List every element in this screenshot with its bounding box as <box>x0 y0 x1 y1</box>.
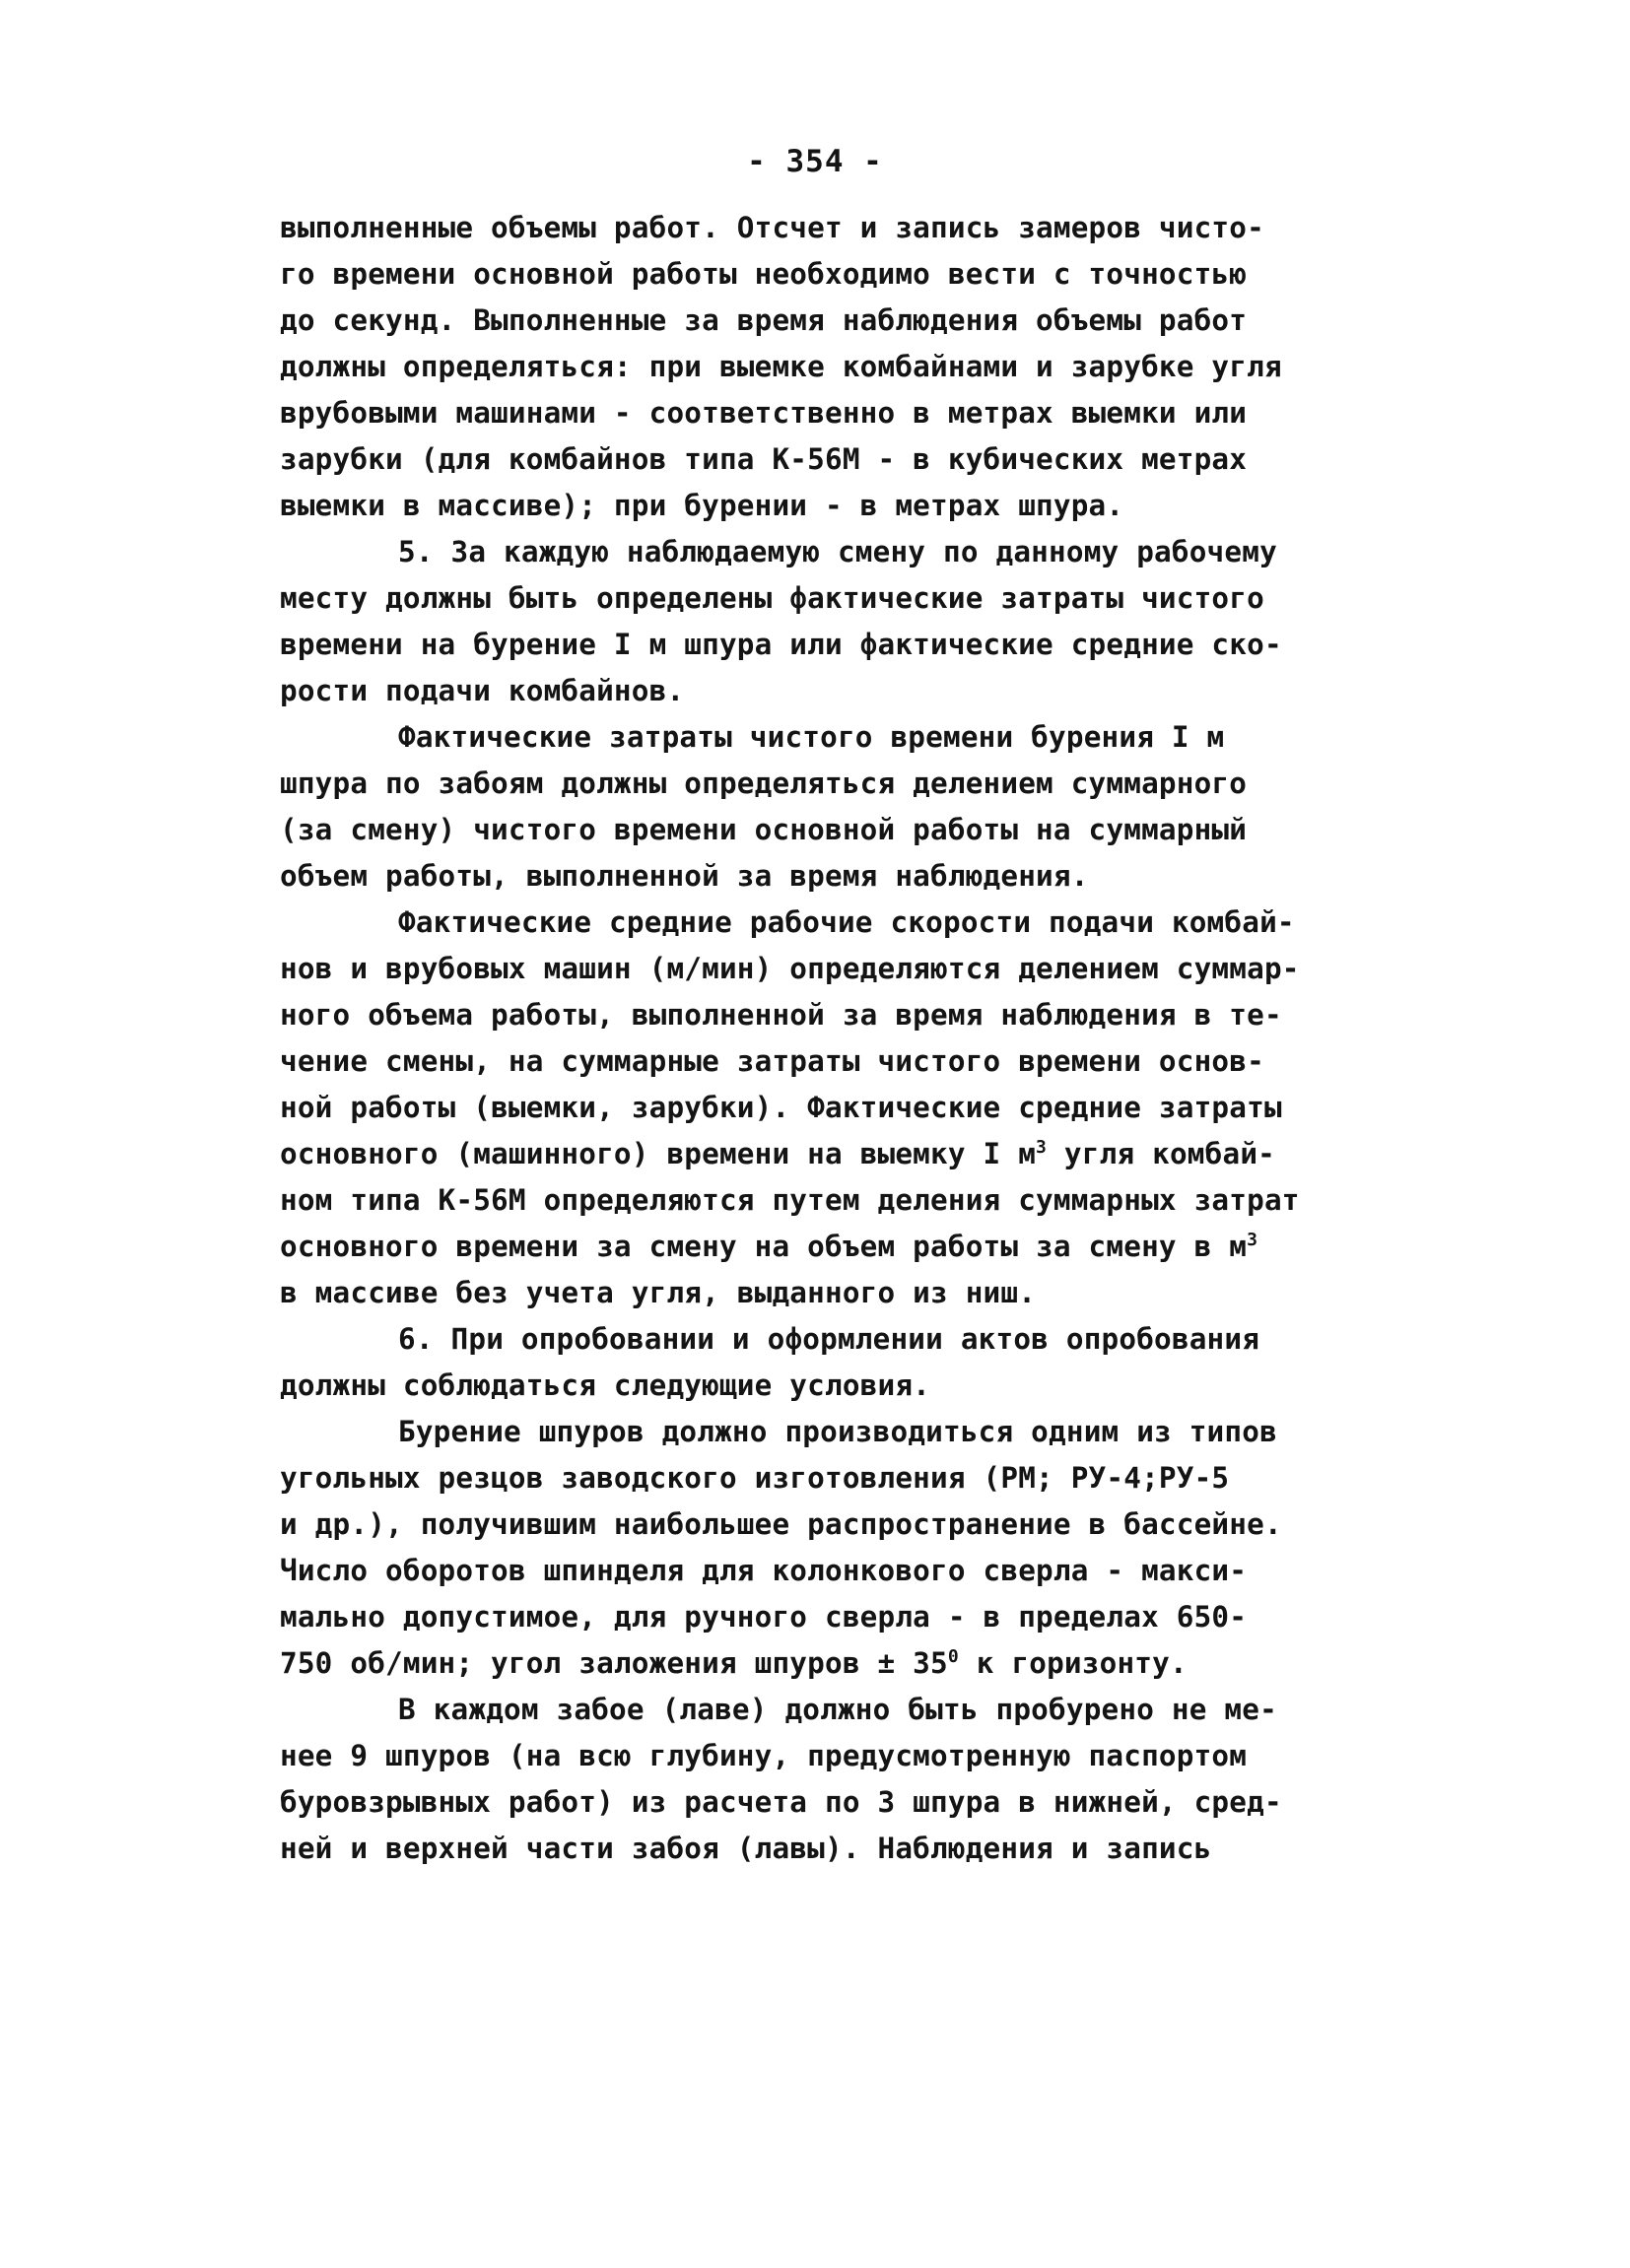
text-line: ней и верхней части забоя (лавы). Наблюдения и запись <box>280 1832 1212 1865</box>
text-line: мально допустимое, для ручного сверла - в пределах 650- <box>280 1600 1248 1634</box>
text-line: зарубки (для комбайнов типа К-56М - в кубических метрах <box>280 442 1248 476</box>
document-body <box>280 205 1423 1872</box>
text-line: Число оборотов шпинделя для колонкового сверла - макси- <box>280 1554 1248 1587</box>
text-line: ного объема работы, выполненной за время наблюдения в те- <box>280 998 1282 1032</box>
text-fragment: к горизонту. <box>958 1646 1188 1680</box>
superscript-cube: 3 <box>1036 1137 1048 1159</box>
text-line: врубовыми машинами - соответственно в метрах выемки или <box>280 396 1248 430</box>
text-line-with-superscript <box>280 1640 1423 1687</box>
text-line: должны определяться: при выемке комбайнами и зарубке угля <box>280 350 1282 383</box>
paragraph-start-line: 6. При опробовании и оформлении актов опробования <box>398 1322 1260 1356</box>
text-fragment: основного (машинного) времени на выемку I м <box>280 1137 1037 1170</box>
text-fragment: основного времени за смену на объем работы за смену в м <box>280 1230 1248 1263</box>
text-line: го времени основной работы необходимо вести с точностью <box>280 257 1248 291</box>
text-line: объем работы, выполненной за время наблюдения. <box>280 859 1089 893</box>
text-line: шпура по забоям должны определяться делением суммарного <box>280 767 1248 800</box>
text-line: в массиве без учета угля, выданного из ниш. <box>280 1276 1037 1309</box>
superscript-cube: 3 <box>1247 1230 1258 1251</box>
text-line: нее 9 шпуров (на всю глубину, предусмотренную паспортом <box>280 1739 1248 1772</box>
paragraph-start-line: Бурение шпуров должно производиться одним из типов <box>398 1415 1277 1448</box>
text-line: месту должны быть определены фактические затраты чистого <box>280 581 1264 615</box>
paragraph-start-line: Фактические затраты чистого времени бурения I м <box>398 720 1225 754</box>
text-fragment: угля комбай- <box>1047 1137 1275 1170</box>
text-line: (за смену) чистого времени основной работы на суммарный <box>280 813 1248 846</box>
text-line: и др.), получившим наибольшее распространение в бассейне. <box>280 1507 1282 1541</box>
text-line: нов и врубовых машин (м/мин) определяются делением суммар- <box>280 952 1300 985</box>
text-line: рости подачи комбайнов. <box>280 674 685 707</box>
text-line-with-superscript <box>280 1224 1423 1270</box>
text-line: ном типа К-56М определяются путем деления суммарных затрат <box>280 1183 1300 1217</box>
text-fragment: 750 об/мин; угол заложения шпуров ± 35 <box>280 1646 948 1680</box>
text-line: времени на бурение I м шпура или фактические средние ско- <box>280 628 1282 661</box>
paragraph-start-line: Фактические средние рабочие скорости подачи комбай- <box>398 905 1295 939</box>
text-line: до секунд. Выполненные за время наблюдения объемы работ <box>280 303 1248 337</box>
text-line: должны соблюдаться следующие условия. <box>280 1368 931 1402</box>
text-line: ной работы (выемки, зарубки). Фактические средние затраты <box>280 1091 1282 1124</box>
page-number: - 354 - <box>747 144 883 179</box>
text-line: чение смены, на суммарные затраты чистого времени основ- <box>280 1044 1264 1078</box>
paragraph-start-line: 5. За каждую наблюдаемую смену по данному рабочему <box>398 535 1277 568</box>
text-line: выемки в массиве); при бурении - в метрах шпура. <box>280 489 1124 522</box>
superscript-degree: 0 <box>947 1646 959 1668</box>
paragraph-start-line: В каждом забое (лаве) должно быть пробурено не ме- <box>398 1693 1277 1726</box>
text-line: буровзрывных работ) из расчета по 3 шпура в нижней, сред- <box>280 1785 1282 1819</box>
text-line: выполненные объемы работ. Отсчет и запись замеров чисто- <box>280 211 1264 244</box>
text-line-with-superscript <box>280 1131 1423 1177</box>
text-line: угольных резцов заводского изготовления (РМ; РУ-4;РУ-5 <box>280 1461 1230 1495</box>
